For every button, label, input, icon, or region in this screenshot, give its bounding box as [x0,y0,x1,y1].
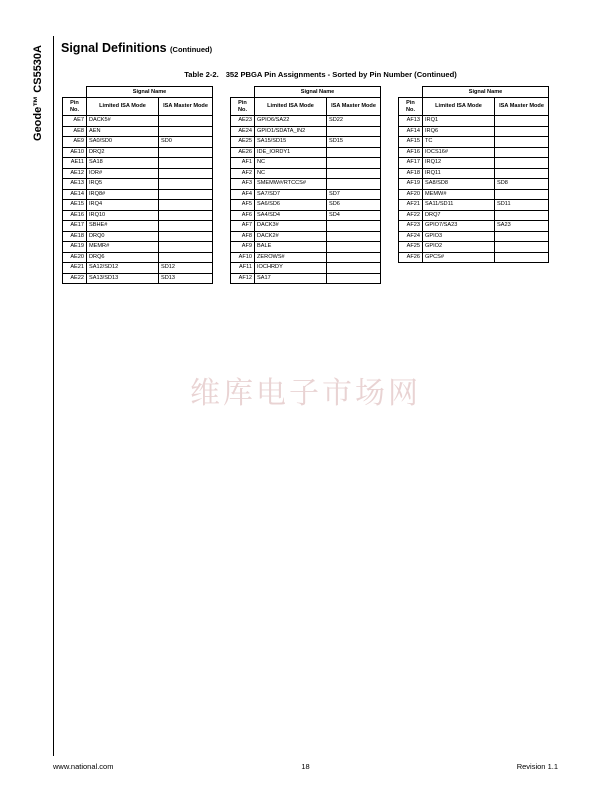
cell-limited-isa: SA17 [255,273,327,284]
table-row [63,158,213,169]
table-row [231,137,381,148]
cell-isa-master [327,179,381,190]
header-signal-name: Signal Name [87,87,213,98]
table-row [63,273,213,284]
cell-limited-isa: GPIO1/SDATA_IN2 [255,126,327,137]
table-row [231,126,381,137]
cell-pin: AE16 [63,210,87,221]
cell-pin: AE14 [63,189,87,200]
cell-isa-master [327,231,381,242]
cell-limited-isa: SA11/SD11 [423,200,495,211]
cell-pin: AF26 [399,252,423,263]
cell-isa-master [495,137,549,148]
footer-page-number: 18 [301,762,310,771]
header-pin-no: Pin No. [63,98,87,116]
table-row [399,158,549,169]
cell-limited-isa: SA13/SD13 [87,273,159,284]
cell-limited-isa: IOCS16# [423,147,495,158]
pin-table-1 [62,86,213,284]
cell-limited-isa: SA0/SD0 [87,137,159,148]
table-row [63,252,213,263]
header-isa-master: ISA Master Mode [495,98,549,116]
header-blank [231,87,255,98]
cell-pin: AF16 [399,147,423,158]
cell-pin: AF11 [231,263,255,274]
cell-limited-isa: IRQ10 [87,210,159,221]
cell-isa-master [159,200,213,211]
header-row-columns [63,98,213,116]
cell-limited-isa: GPIO6/SA22 [255,116,327,127]
cell-limited-isa: SA12/SD12 [87,263,159,274]
cell-pin: AE25 [231,137,255,148]
cell-limited-isa: IRQ1 [423,116,495,127]
cell-limited-isa: GPIO7/SA23 [423,221,495,232]
cell-limited-isa: NC [255,168,327,179]
table-row [231,242,381,253]
cell-pin: AE20 [63,252,87,263]
cell-isa-master [327,273,381,284]
table-row [63,126,213,137]
cell-isa-master: SD6 [327,200,381,211]
cell-limited-isa: GPIO2 [423,242,495,253]
cell-limited-isa: GPIO3 [423,231,495,242]
cell-isa-master [159,221,213,232]
cell-pin: AF7 [231,221,255,232]
cell-pin: AF9 [231,242,255,253]
cell-pin: AF6 [231,210,255,221]
cell-pin: AF14 [399,126,423,137]
cell-limited-isa: SA8/SD8 [423,179,495,190]
table-caption [0,70,611,79]
cell-limited-isa: DACK3# [255,221,327,232]
section-subtitle: (Continued) [170,45,213,54]
cell-pin: AF25 [399,242,423,253]
cell-limited-isa: NC [255,158,327,169]
cell-limited-isa: DRQ0 [87,231,159,242]
header-pin-no: Pin No. [231,98,255,116]
table-row [399,231,549,242]
cell-limited-isa: DRQ7 [423,210,495,221]
cell-isa-master [159,210,213,221]
header-row-group [63,87,213,98]
cell-limited-isa: BALE [255,242,327,253]
cell-limited-isa: SMEMW#/RTCCS# [255,179,327,190]
cell-limited-isa: SA7/SD7 [255,189,327,200]
cell-limited-isa: IOR# [87,168,159,179]
cell-limited-isa: IRQ11 [423,168,495,179]
table-row [63,168,213,179]
table-row [231,231,381,242]
watermark: 维库电子市场网 [190,376,421,411]
cell-isa-master [495,168,549,179]
cell-isa-master [327,263,381,274]
cell-pin: AF2 [231,168,255,179]
cell-limited-isa: AEN [87,126,159,137]
footer-website: www.national.com [53,762,114,771]
cell-isa-master: SD0 [159,137,213,148]
table-row [399,210,549,221]
table-row [63,200,213,211]
table-row [231,273,381,284]
cell-pin: AF20 [399,189,423,200]
cell-pin: AE21 [63,263,87,274]
header-limited-isa: Limited ISA Mode [87,98,159,116]
cell-isa-master: SD7 [327,189,381,200]
cell-pin: AF19 [399,179,423,190]
table-row [63,263,213,274]
cell-pin: AE24 [231,126,255,137]
cell-pin: AE26 [231,147,255,158]
side-title-text: Geode™ CS5530A [32,45,44,141]
table-row [231,210,381,221]
section-title-text: Signal Definitions [61,41,167,55]
cell-pin: AE8 [63,126,87,137]
header-row-group [399,87,549,98]
header-blank [399,87,423,98]
cell-pin: AE23 [231,116,255,127]
cell-limited-isa: IRQ4 [87,200,159,211]
cell-limited-isa: SA4/SD4 [255,210,327,221]
cell-limited-isa: SBHE# [87,221,159,232]
header-row-columns [231,98,381,116]
cell-limited-isa: IRQ6 [423,126,495,137]
header-signal-name: Signal Name [255,87,381,98]
cell-isa-master [159,158,213,169]
cell-limited-isa: IRQ8# [87,189,159,200]
cell-limited-isa: DRQ2 [87,147,159,158]
cell-pin: AF21 [399,200,423,211]
cell-limited-isa: MEMW# [423,189,495,200]
cell-pin: AF24 [399,231,423,242]
table-row [231,252,381,263]
cell-pin: AE15 [63,200,87,211]
header-row-group [231,87,381,98]
cell-pin: AF5 [231,200,255,211]
table-row [231,168,381,179]
cell-limited-isa: DRQ6 [87,252,159,263]
table-row [231,189,381,200]
cell-isa-master [327,168,381,179]
cell-isa-master [495,242,549,253]
cell-isa-master [495,231,549,242]
cell-pin: AF23 [399,221,423,232]
cell-isa-master: SD13 [159,273,213,284]
cell-isa-master: SD15 [327,137,381,148]
cell-pin: AE11 [63,158,87,169]
table-row [231,147,381,158]
cell-pin: AF12 [231,273,255,284]
header-blank [63,87,87,98]
table-row [63,210,213,221]
cell-isa-master [159,168,213,179]
cell-pin: AF18 [399,168,423,179]
header-signal-name: Signal Name [423,87,549,98]
footer-revision: Revision 1.1 [516,762,558,771]
table-row [63,147,213,158]
cell-pin: AE12 [63,168,87,179]
cell-pin: AE17 [63,221,87,232]
cell-isa-master [495,147,549,158]
table-row [63,242,213,253]
cell-pin: AF4 [231,189,255,200]
cell-isa-master [159,231,213,242]
cell-isa-master [495,126,549,137]
cell-limited-isa: SA15/SD15 [255,137,327,148]
table-row [231,200,381,211]
cell-pin: AE19 [63,242,87,253]
cell-isa-master [327,242,381,253]
table-row [399,168,549,179]
table-row [63,189,213,200]
table-row [63,231,213,242]
cell-isa-master: SD12 [159,263,213,274]
table-row [399,242,549,253]
cell-limited-isa: GPCS# [423,252,495,263]
cell-pin: AE13 [63,179,87,190]
table-row [399,200,549,211]
cell-isa-master [159,252,213,263]
cell-isa-master [495,158,549,169]
cell-isa-master [495,189,549,200]
cell-pin: AF8 [231,231,255,242]
cell-isa-master [159,147,213,158]
table-row [399,179,549,190]
cell-isa-master [327,126,381,137]
cell-limited-isa: ZEROWS# [255,252,327,263]
cell-isa-master: SD11 [495,200,549,211]
table-row [399,147,549,158]
table-row [231,116,381,127]
table-row [63,116,213,127]
cell-limited-isa: SA6/SD6 [255,200,327,211]
section-title [61,41,212,55]
header-row-columns [399,98,549,116]
cell-pin: AE7 [63,116,87,127]
cell-isa-master [159,179,213,190]
cell-isa-master: SD22 [327,116,381,127]
cell-limited-isa: SA18 [87,158,159,169]
cell-isa-master [159,126,213,137]
table-row [63,179,213,190]
table-row [399,221,549,232]
header-isa-master: ISA Master Mode [159,98,213,116]
cell-isa-master [327,147,381,158]
cell-pin: AF22 [399,210,423,221]
cell-isa-master [327,158,381,169]
side-title [30,38,46,148]
cell-pin: AF13 [399,116,423,127]
table-row [231,263,381,274]
pin-table-3 [398,86,549,263]
table-row [399,252,549,263]
cell-isa-master [495,116,549,127]
table-row [63,221,213,232]
header-limited-isa: Limited ISA Mode [255,98,327,116]
cell-isa-master [159,116,213,127]
cell-limited-isa: IRQ5 [87,179,159,190]
cell-isa-master [327,221,381,232]
cell-isa-master [159,189,213,200]
table-caption-number: Table 2-2. [184,70,219,79]
cell-limited-isa: TC [423,137,495,148]
header-pin-no: Pin No. [399,98,423,116]
cell-pin: AF15 [399,137,423,148]
cell-isa-master: SD4 [327,210,381,221]
pin-table-2 [230,86,381,284]
cell-pin: AE18 [63,231,87,242]
header-limited-isa: Limited ISA Mode [423,98,495,116]
table-row [231,179,381,190]
table-row [231,221,381,232]
cell-limited-isa: IOCHRDY [255,263,327,274]
table-row [399,116,549,127]
cell-isa-master: SA23 [495,221,549,232]
cell-isa-master [327,252,381,263]
table-row [63,137,213,148]
table-row [231,158,381,169]
table-row [399,126,549,137]
cell-isa-master [159,242,213,253]
cell-isa-master [495,252,549,263]
table-row [399,137,549,148]
table-caption-text: 352 PBGA Pin Assignments - Sorted by Pin Number (Continued) [225,70,457,79]
cell-pin: AE22 [63,273,87,284]
cell-isa-master [495,210,549,221]
cell-pin: AE10 [63,147,87,158]
cell-isa-master: SD8 [495,179,549,190]
cell-pin: AF10 [231,252,255,263]
header-isa-master: ISA Master Mode [327,98,381,116]
cell-limited-isa: DACK5# [87,116,159,127]
cell-limited-isa: DACK2# [255,231,327,242]
cell-pin: AF3 [231,179,255,190]
cell-pin: AF1 [231,158,255,169]
table-row [399,189,549,200]
cell-pin: AE9 [63,137,87,148]
cell-limited-isa: MEMR# [87,242,159,253]
cell-limited-isa: IDE_IORDY1 [255,147,327,158]
cell-pin: AF17 [399,158,423,169]
cell-limited-isa: IRQ12 [423,158,495,169]
